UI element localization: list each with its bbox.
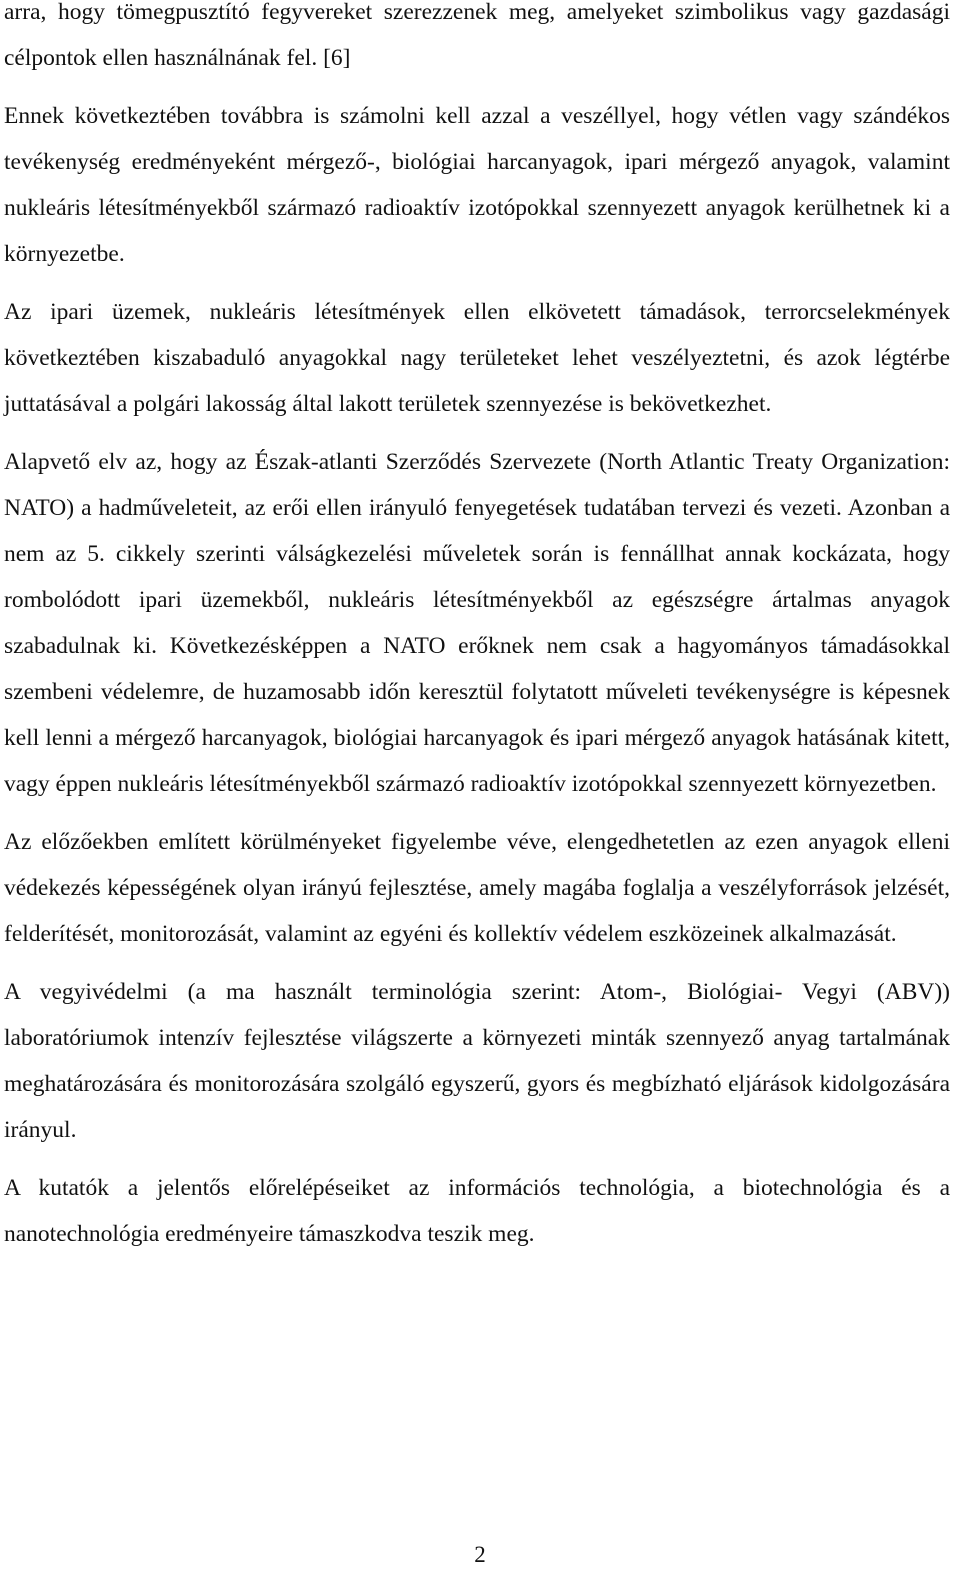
paragraph-5: Az előzőekben említett körülményeket figyelembe véve, elengedhetetlen az ezen anyagok elleni védekezés képességének olyan irányú fejlesztése, amely magába foglalja a veszélyforrások jelzését, felderítését, monitorozását, valamint az egyéni és kollektív védelem eszközeinek alkalmazását. — [4, 829, 950, 947]
paragraph-7: A kutatók a jelentős előrelépéseiket az információs technológia, a biotechnológia és a nanotechnológia eredményeire támaszkodva teszik meg. — [4, 1175, 950, 1247]
paragraph-6: A vegyivédelmi (a ma használt terminológia szerint: Atom-, Biológiai- Vegyi (ABV)) laboratóriumok intenzív fejlesztése világszerte a környezeti minták szennyező anyag tartalmának meghatározására és monitorozására szolgáló egyszerű, gyors és megbízható eljárások kidolgozására irányul. — [4, 979, 950, 1143]
paragraph-4: Alapvető elv az, hogy az Észak-atlanti Szerződés Szervezete (North Atlantic Treaty Organization: NATO) a hadműveleteit, az erői ellen irányuló fenyegetések tudatában tervezi és vezeti. Azonban a nem az 5. cikkely szerinti válságkezelési műveletek során is fennállhat annak kockázata, hogy rombolódott ipari üzemekből, nukleáris létesítményekből az egészségre ártalmas anyagok szabadulnak ki. Következésképpen a NATO erőknek nem csak a hagyományos támadásokkal szembeni védelemre, de huzamosabb időn keresztül folytatott műveleti tevékenységre is képesnek kell lenni a mérgező harcanyagok, biológiai harcanyagok és ipari mérgező anyagok hatásának kitett, vagy éppen nukleáris létesítményekből származó radioaktív izotópokkal szennyezett környezetben. — [4, 449, 950, 797]
paragraph-2: Ennek következtében továbbra is számolni kell azzal a veszéllyel, hogy vétlen vagy szándékos tevékenység eredményeként mérgező-, biológiai harcanyagok, ipari mérgező anyagok, valamint nukleáris létesítményekből származó radioaktív izotópokkal szennyezett anyagok kerülhetnek ki a környezetbe. — [4, 103, 950, 267]
document-page — [4, 0, 950, 1257]
paragraph-1: arra, hogy tömegpusztító fegyvereket szerezzenek meg, amelyeket szimbolikus vagy gazdasági célpontok ellen használnának fel. [6] — [4, 0, 950, 71]
page-number: 2 — [474, 1542, 486, 1567]
paragraph-3: Az ipari üzemek, nukleáris létesítmények ellen elkövetett támadások, terrorcselekmények következtében kiszabaduló anyagokkal nagy területeket lehet veszélyeztetni, és azok légtérbe juttatásával a polgári lakosság által lakott területek szennyezése is bekövetkezhet. — [4, 299, 950, 417]
